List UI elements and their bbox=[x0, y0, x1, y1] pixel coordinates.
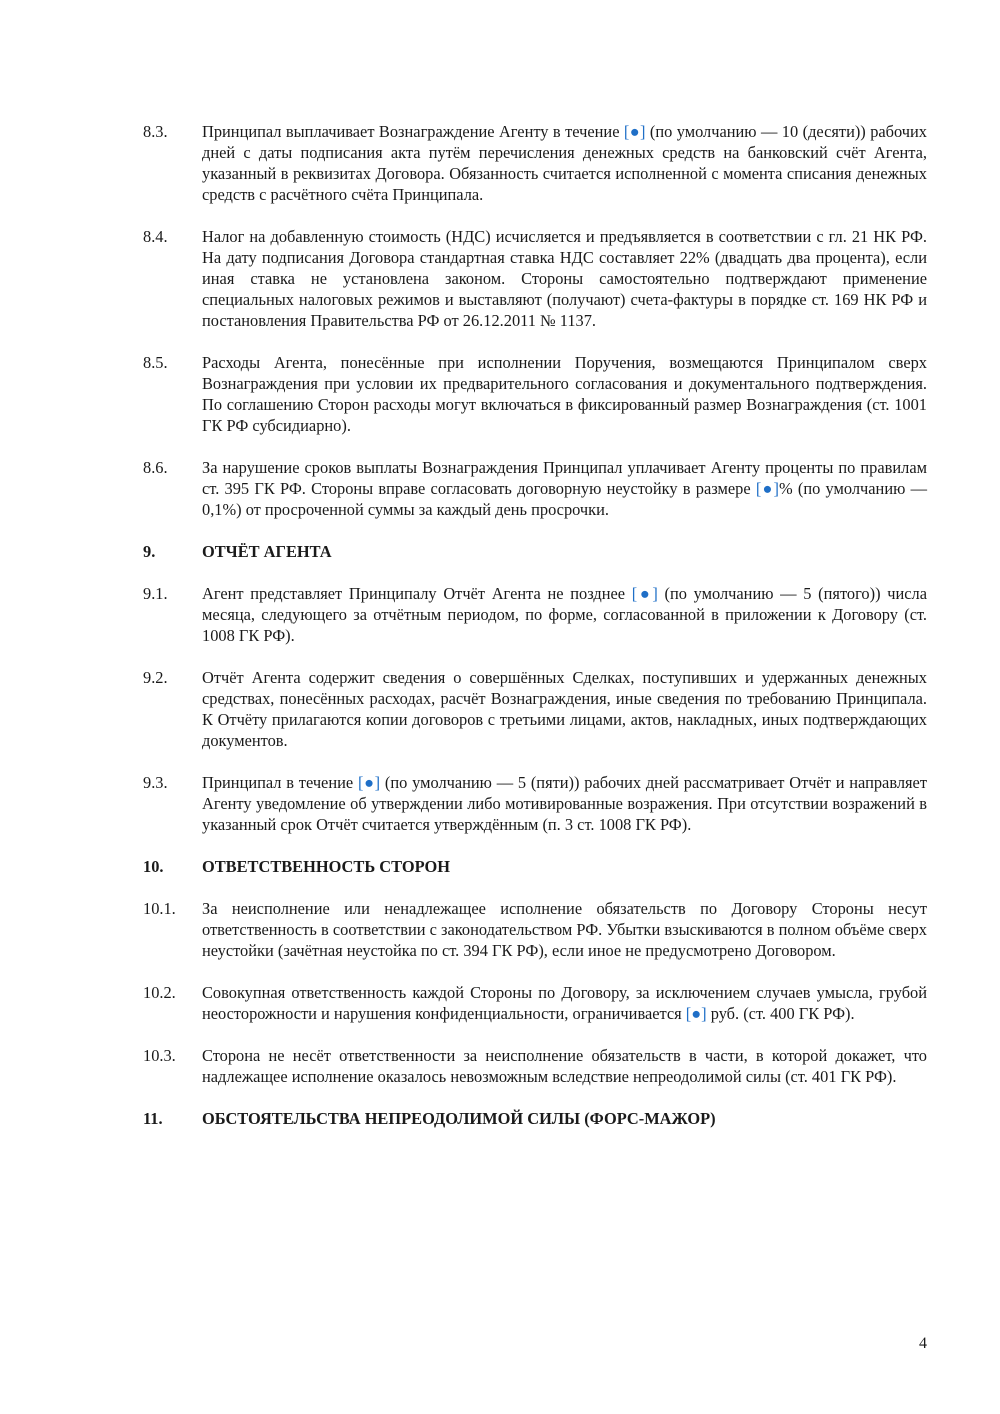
placeholder-marker: [●] bbox=[357, 773, 381, 792]
placeholder-marker: [●] bbox=[631, 584, 658, 603]
section-title: ОТЧЁТ АГЕНТА bbox=[202, 542, 332, 561]
section-title: ОТВЕТСТВЕННОСТЬ СТОРОН bbox=[202, 857, 450, 876]
page-number: 4 bbox=[919, 1335, 927, 1352]
clause-8-6 bbox=[143, 457, 927, 520]
clause-text bbox=[202, 583, 927, 646]
clause-text bbox=[202, 982, 927, 1024]
page-content bbox=[143, 121, 927, 1129]
clause-8-4 bbox=[143, 226, 927, 331]
section-number: 9. bbox=[143, 542, 156, 561]
clause-9-1 bbox=[143, 583, 927, 646]
clause-number: 8.5. bbox=[143, 353, 168, 372]
clause-number: 10.1. bbox=[143, 899, 176, 918]
section-heading-9 bbox=[143, 541, 927, 562]
clause-number: 8.6. bbox=[143, 458, 168, 477]
clause-text: Налог на добавленную стоимость (НДС) исчисляется и предъявляется в соответствии с гл. 21 НК РФ. На дату подписания Договора стандартная ставка НДС составляет 22% (двадцать два процента), если иная ставка не установлена законом. Стороны самостоятельно подтверждают применение специальных налоговых режимов и выставляют (получают) счета-фактуры в порядке ст. 169 НК РФ и постановления Правительства РФ от 26.12.2011 № 1137. bbox=[202, 227, 927, 330]
clause-text bbox=[202, 121, 927, 205]
clause-number: 8.4. bbox=[143, 227, 168, 246]
clause-text: За неисполнение или ненадлежащее исполнение обязательств по Договору Стороны несут ответственность в соответствии с законодательством РФ. Убытки взыскиваются в полном объёме сверх неустойки (зачётная неустойка по ст. 394 ГК РФ), если иное не предусмотрено Договором. bbox=[202, 899, 927, 960]
section-number: 11. bbox=[143, 1109, 163, 1128]
clause-8-3 bbox=[143, 121, 927, 205]
placeholder-marker: [●] bbox=[685, 1004, 707, 1023]
clause-text-part: (по умолчанию — 10 (десяти)) рабочих дней с даты подписания акта путём перечисления денежных средств на банковский счёт Агента, указанный в реквизитах Договора. Обязанность считается исполненной с момента списания денежных средств с расчётного счёта Принципала. bbox=[202, 122, 927, 204]
clause-number: 8.3. bbox=[143, 122, 168, 141]
section-heading-10 bbox=[143, 856, 927, 877]
clause-number: 9.3. bbox=[143, 773, 168, 792]
clause-text bbox=[202, 457, 927, 520]
clause-text-part: За нарушение сроков выплаты Вознаграждения Принципал уплачивает Агенту проценты по правилам ст. 395 ГК РФ. Стороны вправе согласовать договорную неустойку в размере bbox=[202, 458, 927, 498]
clause-text-part: Совокупная ответственность каждой Стороны по Договору, за исключением случаев умысла, грубой неосторожности и нарушения конфиденциальности, ограничивается bbox=[202, 983, 927, 1023]
clause-10-2 bbox=[143, 982, 927, 1024]
clause-text-part: Принципал в течение bbox=[202, 773, 358, 792]
clause-text-part: % (по умолчанию — 0,1%) от просроченной суммы за каждый день просрочки. bbox=[202, 479, 927, 519]
clause-10-1 bbox=[143, 898, 927, 961]
clause-text-part: руб. (ст. 400 ГК РФ). bbox=[706, 1004, 855, 1023]
placeholder-marker: [●] bbox=[623, 122, 646, 141]
clause-9-2 bbox=[143, 667, 927, 751]
clause-number: 10.3. bbox=[143, 1046, 176, 1065]
section-title: ОБСТОЯТЕЛЬСТВА НЕПРЕОДОЛИМОЙ СИЛЫ (ФОРС-МАЖОР) bbox=[202, 1109, 716, 1128]
placeholder-marker: [●] bbox=[755, 479, 779, 498]
section-heading-11 bbox=[143, 1108, 927, 1129]
clause-number: 9.1. bbox=[143, 584, 168, 603]
clause-text: Сторона не несёт ответственности за неисполнение обязательств в части, в которой докажет, что надлежащее исполнение оказалось невозможным вследствие непреодолимой силы (ст. 401 ГК РФ). bbox=[202, 1046, 927, 1086]
clause-text-part: (по умолчанию — 5 (пяти)) рабочих дней рассматривает Отчёт и направляет Агенту уведомление об утверждении либо мотивированные возражения. При отсутствии возражений в указанный срок Отчёт считается утверждённым (п. 3 ст. 1008 ГК РФ). bbox=[202, 773, 927, 834]
clause-number: 9.2. bbox=[143, 668, 168, 687]
clause-text bbox=[202, 772, 927, 835]
section-number: 10. bbox=[143, 857, 164, 876]
clause-10-3 bbox=[143, 1045, 927, 1087]
clause-number: 10.2. bbox=[143, 983, 176, 1002]
clause-text: Расходы Агента, понесённые при исполнении Поручения, возмещаются Принципалом сверх Вознаграждения при условии их предварительного согласования и документального подтверждения. По соглашению Сторон расходы могут включаться в фиксированный размер Вознаграждения (ст. 1001 ГК РФ субсидиарно). bbox=[202, 353, 927, 435]
clause-text-part: (по умолчанию — 5 (пятого)) числа месяца, следующего за отчётным периодом, по форме, согласованной в приложении к Договору (ст. 1008 ГК РФ). bbox=[202, 584, 927, 645]
clause-text: Отчёт Агента содержит сведения о совершённых Сделках, поступивших и удержанных денежных средствах, понесённых расходах, расчёт Вознаграждения, иные сведения по требованию Принципала. К Отчёту прилагаются копии договоров с третьими лицами, актов, накладных, иных подтверждающих документов. bbox=[202, 668, 927, 750]
clause-text-part: Принципал выплачивает Вознаграждение Агенту в течение bbox=[202, 122, 624, 141]
clause-8-5 bbox=[143, 352, 927, 436]
clause-text-part: Агент представляет Принципалу Отчёт Агента не позднее bbox=[202, 584, 632, 603]
clause-9-3 bbox=[143, 772, 927, 835]
